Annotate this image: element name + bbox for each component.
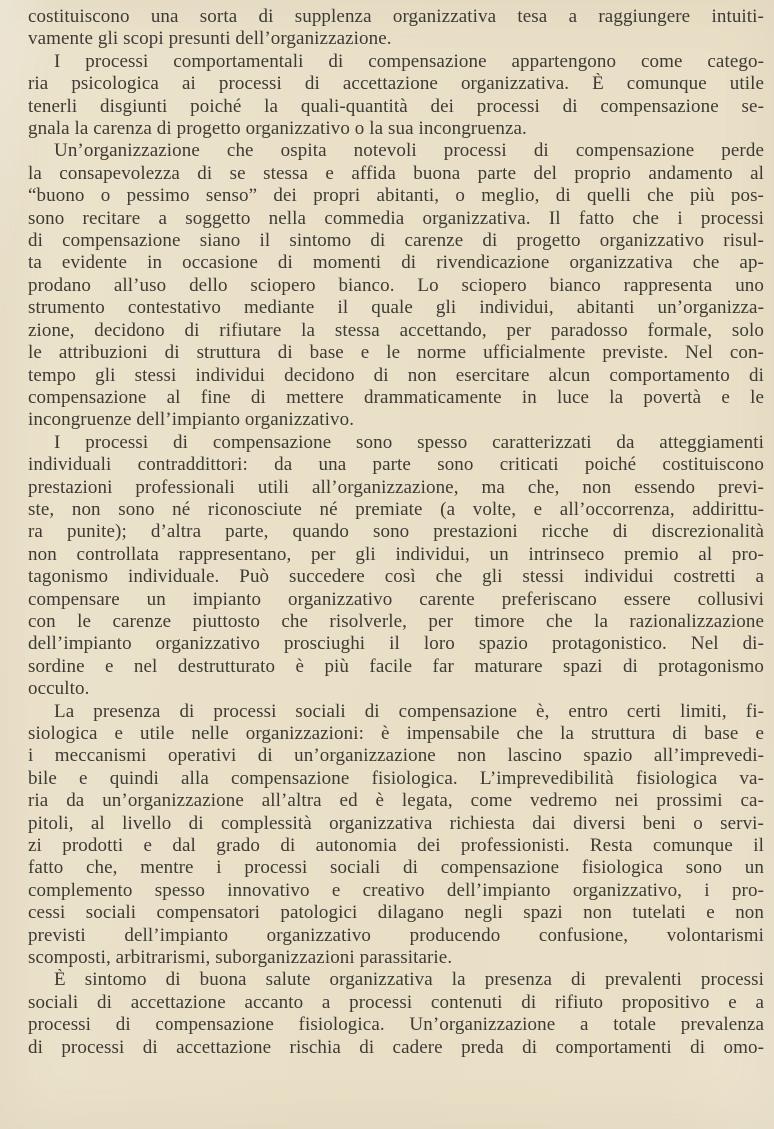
text-line: sordine e nel destrutturato è più facile far maturare spazi di protagonismo	[28, 655, 764, 677]
text-line: cessi sociali compensatori patologici dilagano negli spazi non tutelati e non	[28, 902, 764, 924]
text-line: ra punite); d’altra parte, quando sono prestazioni ricche di discrezionalità	[28, 521, 764, 543]
text-line: gnala la carenza di progetto organizzativo o la sua incongruenza.	[28, 118, 527, 140]
text-line: la consapevolezza di se stessa e affida buona parte del proprio andamento al	[28, 162, 764, 184]
text-line: La presenza di processi sociali di compensazione è, entro certi limiti, fi-	[54, 700, 764, 722]
text-line: strumento contestativo mediante il quale gli individui, abitanti un’organizza-	[28, 297, 764, 319]
paragraph	[28, 51, 764, 141]
text-line: le attribuzioni di struttura di base e le norme ufficialmente previste. Nel con-	[28, 342, 764, 364]
text-line: Un’organizzazione che ospita notevoli processi di compensazione perde	[54, 140, 764, 162]
paragraph	[28, 140, 764, 431]
text-line: compensazione al fine di mettere drammaticamente in luce la povertà e le	[28, 386, 764, 408]
text-line: ste, non sono né riconosciute né premiate (a volte, e all’occorrenza, addirittu-	[28, 498, 764, 520]
text-line: siologica e utile nelle organizzazioni: è impensabile che la struttura di base e	[28, 723, 764, 744]
text-line: I processi di compensazione sono spesso caratterizzati da atteggiamenti	[54, 431, 764, 453]
text-line: processi di compensazione fisiologica. Un’organizzazione a totale prevalenza	[28, 1014, 764, 1036]
text-line: incongruenze dell’impianto organizzativo.	[28, 409, 355, 431]
page-text	[28, 6, 764, 1059]
text-line: dell’impianto organizzativo prosciughi il loro spazio protagonistico. Nel di-	[28, 633, 764, 655]
text-line: ria da un’organizzazione all’altra ed è legata, come vedremo nei prossimi ca-	[28, 790, 764, 812]
text-line: pitoli, al livello di complessità organizzativa richiesta dai diversi beni o servi-	[28, 812, 764, 834]
text-line: complemento spesso innovativo e creativo dell’impianto organizzativo, i pro-	[28, 879, 764, 901]
text-line: tenerli disgiunti poiché la quali-quantità dei processi di compensazione se-	[28, 95, 764, 117]
text-line: prodano all’uso dello sciopero bianco. Lo sciopero bianco rappresenta uno	[28, 274, 764, 296]
text-line: vamente gli scopi presunti dell’organizzazione.	[28, 28, 392, 50]
text-line: individuali contraddittori: da una parte sono criticati poiché costituiscono	[28, 454, 764, 476]
paragraph	[28, 969, 764, 1059]
paragraph	[28, 701, 764, 970]
text-line: sociali di accettazione accanto a processi contenuti di rifiuto propositivo e a	[28, 991, 764, 1013]
text-line: fatto che, mentre i processi sociali di compensazione fisiologica sono un	[28, 857, 764, 879]
text-line: tempo gli stessi individui decidono di non esercitare alcun comportamento di	[28, 364, 764, 386]
text-line: zi prodotti e dal grado di autonomia dei professionisti. Resta comunque il	[28, 835, 764, 857]
text-line: “buono o pessimo senso” dei propri abitanti, o meglio, di quelli che più pos-	[28, 185, 764, 207]
text-line: ta evidente in occasione di momenti di rivendicazione organizzativa che ap-	[28, 252, 764, 274]
text-line: i meccanismi operativi di un’organizzazione non lascino spazio all’imprevedi-	[28, 745, 764, 767]
text-line: con le carenze piuttosto che risolverle, per timore che la razionalizzazione	[28, 610, 764, 632]
text-line: zione, decidono di rifiutare la stessa accettando, per paradosso formale, solo	[28, 319, 764, 341]
text-line: occulto.	[28, 678, 90, 700]
text-line: tagonismo individuale. Può succedere così che gli stessi individui costretti a	[28, 566, 764, 588]
paragraph	[28, 6, 764, 51]
text-line: scomposti, arbitrarismi, suborganizzazioni parassitarie.	[28, 947, 453, 969]
text-line: di processi di accettazione rischia di cadere preda di comportamenti di omo-	[28, 1036, 764, 1058]
text-line: bile e quindi alla compensazione fisiologica. L’imprevedibilità fisiologica va-	[28, 767, 764, 789]
text-line: non controllata rappresentano, per gli individui, un intrinseco premio al pro-	[28, 543, 764, 565]
text-line: ria psicologica ai processi di accettazione organizzativa. È comunque utile	[28, 73, 764, 95]
text-line: sono recitare a soggetto nella commedia organizzativa. Il fatto che i processi	[28, 207, 764, 229]
text-line: È sintomo di buona salute organizzativa la presenza di prevalenti processi	[54, 969, 764, 991]
text-line: di compensazione siano il sintomo di carenze di progetto organizzativo risul-	[28, 230, 764, 252]
text-line: previsti dell’impianto organizzativo producendo confusione, volontarismi	[28, 924, 764, 946]
text-line: I processi comportamentali di compensazione appartengono come catego-	[54, 50, 764, 72]
text-line: prestazioni professionali utili all’organizzazione, ma che, non essendo previ-	[28, 476, 764, 498]
text-line: costituiscono una sorta di supplenza organizzativa tesa a raggiungere intuiti-	[28, 6, 764, 27]
paragraph	[28, 432, 764, 701]
text-line: compensare un impianto organizzativo carente preferiscano essere collusivi	[28, 588, 764, 610]
